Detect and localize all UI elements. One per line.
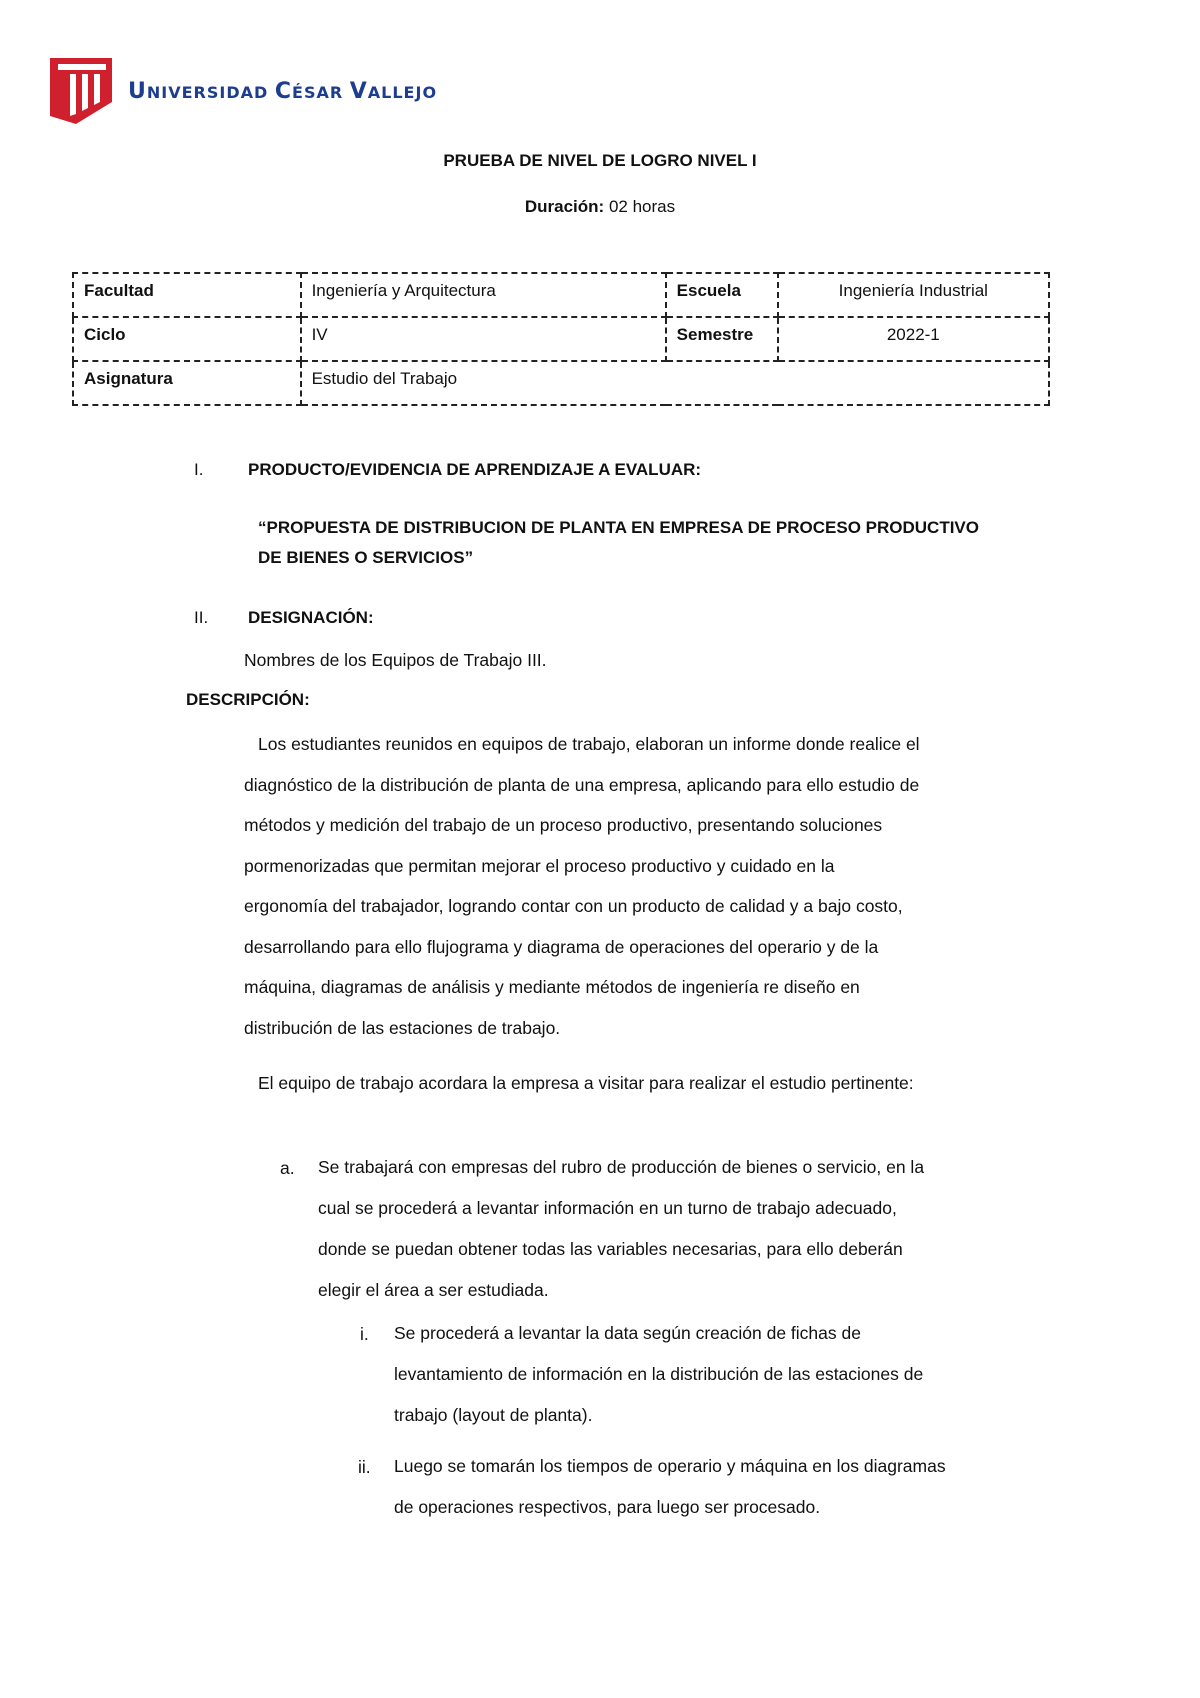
university-logo <box>48 54 437 124</box>
university-crest-icon <box>48 54 114 124</box>
list-item-line: Luego se tomarán los tiempos de operario y máquina en los diagramas <box>394 1456 946 1476</box>
paragraph-line: máquina, diagramas de análisis y mediante métodos de ingeniería re diseño en <box>244 977 860 997</box>
paragraph-line: desarrollando para ello flujograma y diagrama de operaciones del operario y de la <box>244 936 879 957</box>
paragraph-line: Los estudiantes reunidos en equipos de trabajo, elaboran un informe donde realice el <box>258 734 920 754</box>
section-1-numeral: I. <box>194 460 204 479</box>
paragraph-line: ergonomía del trabajador, logrando contar con un producto de calidad y a bajo costo, <box>244 896 903 916</box>
list-item-ii <box>394 1446 1054 1528</box>
semestre-label: Semestre <box>666 317 778 361</box>
paragraph-line: métodos y medición del trabajo de un proceso productivo, presentando soluciones <box>244 815 883 835</box>
page-title: PRUEBA DE NIVEL DE LOGRO NIVEL I <box>443 151 757 170</box>
section-2-text: Nombres de los Equipos de Trabajo III. <box>244 650 547 670</box>
list-item-line: Se procederá a levantar la data según creación de fichas de <box>394 1323 861 1343</box>
section-1-quote-line-1: “PROPUESTA DE DISTRIBUCION DE PLANTA EN EMPRESA DE PROCESO PRODUCTIVO <box>258 518 979 537</box>
section-2-numeral: II. <box>194 608 209 627</box>
list-item-line: Se trabajará con empresas del rubro de producción de bienes o servicio, en la <box>318 1157 925 1177</box>
list-item-line: donde se puedan obtener todas las variables necesarias, para ello deberán <box>318 1239 903 1259</box>
section-2-heading: DESIGNACIÓN: <box>248 608 374 627</box>
descripcion-paragraph <box>244 724 1044 1048</box>
semestre-value: 2022-1 <box>778 317 1049 361</box>
facultad-value: Ingeniería y Arquitectura <box>301 273 666 317</box>
asignatura-label: Asignatura <box>73 361 301 405</box>
list-marker-a: a. <box>280 1158 295 1178</box>
course-info-table <box>72 272 1050 406</box>
table-row <box>73 273 1049 317</box>
team-line: El equipo de trabajo acordara la empresa a visitar para realizar el estudio pertinente: <box>258 1073 914 1093</box>
list-item-line: de operaciones respectivos, para luego ser procesado. <box>394 1497 821 1517</box>
facultad-label: Facultad <box>73 273 301 317</box>
section-1-quote-line-2: DE BIENES O SERVICIOS” <box>258 548 474 567</box>
paragraph-line: pormenorizadas que permitan mejorar el proceso productivo y cuidado en la <box>244 855 835 876</box>
duration <box>0 197 1200 217</box>
paragraph-line: diagnóstico de la distribución de planta de una empresa, aplicando para ello estudio de <box>244 774 920 795</box>
list-item-line: cual se procederá a levantar información en un turno de trabajo adecuado, <box>318 1198 897 1218</box>
list-item-a <box>318 1147 1038 1311</box>
asignatura-value: Estudio del Trabajo <box>301 361 1049 405</box>
list-item-line: levantamiento de información en la distribución de las estaciones de <box>394 1364 924 1384</box>
list-marker-i: i. <box>360 1324 369 1344</box>
list-item-line: trabajo (layout de planta). <box>394 1405 593 1425</box>
table-row <box>73 361 1049 405</box>
paragraph-line: distribución de las estaciones de trabajo. <box>244 1017 561 1038</box>
list-item-i <box>394 1313 1054 1436</box>
duration-label: Duración: <box>524 197 605 216</box>
descripcion-heading: DESCRIPCIÓN: <box>186 690 310 709</box>
duration-value: 02 horas <box>604 197 676 216</box>
university-name: UNIVERSIDAD CÉSAR VALLEJO <box>128 78 438 104</box>
escuela-value: Ingeniería Industrial <box>778 273 1049 317</box>
list-item-line: elegir el área a ser estudiada. <box>318 1280 549 1300</box>
ciclo-label: Ciclo <box>73 317 301 361</box>
ciclo-value: IV <box>301 317 666 361</box>
section-1-heading: PRODUCTO/EVIDENCIA DE APRENDIZAJE A EVALUAR: <box>248 460 702 479</box>
list-marker-ii: ii. <box>358 1457 371 1477</box>
table-row <box>73 317 1049 361</box>
escuela-label: Escuela <box>666 273 778 317</box>
